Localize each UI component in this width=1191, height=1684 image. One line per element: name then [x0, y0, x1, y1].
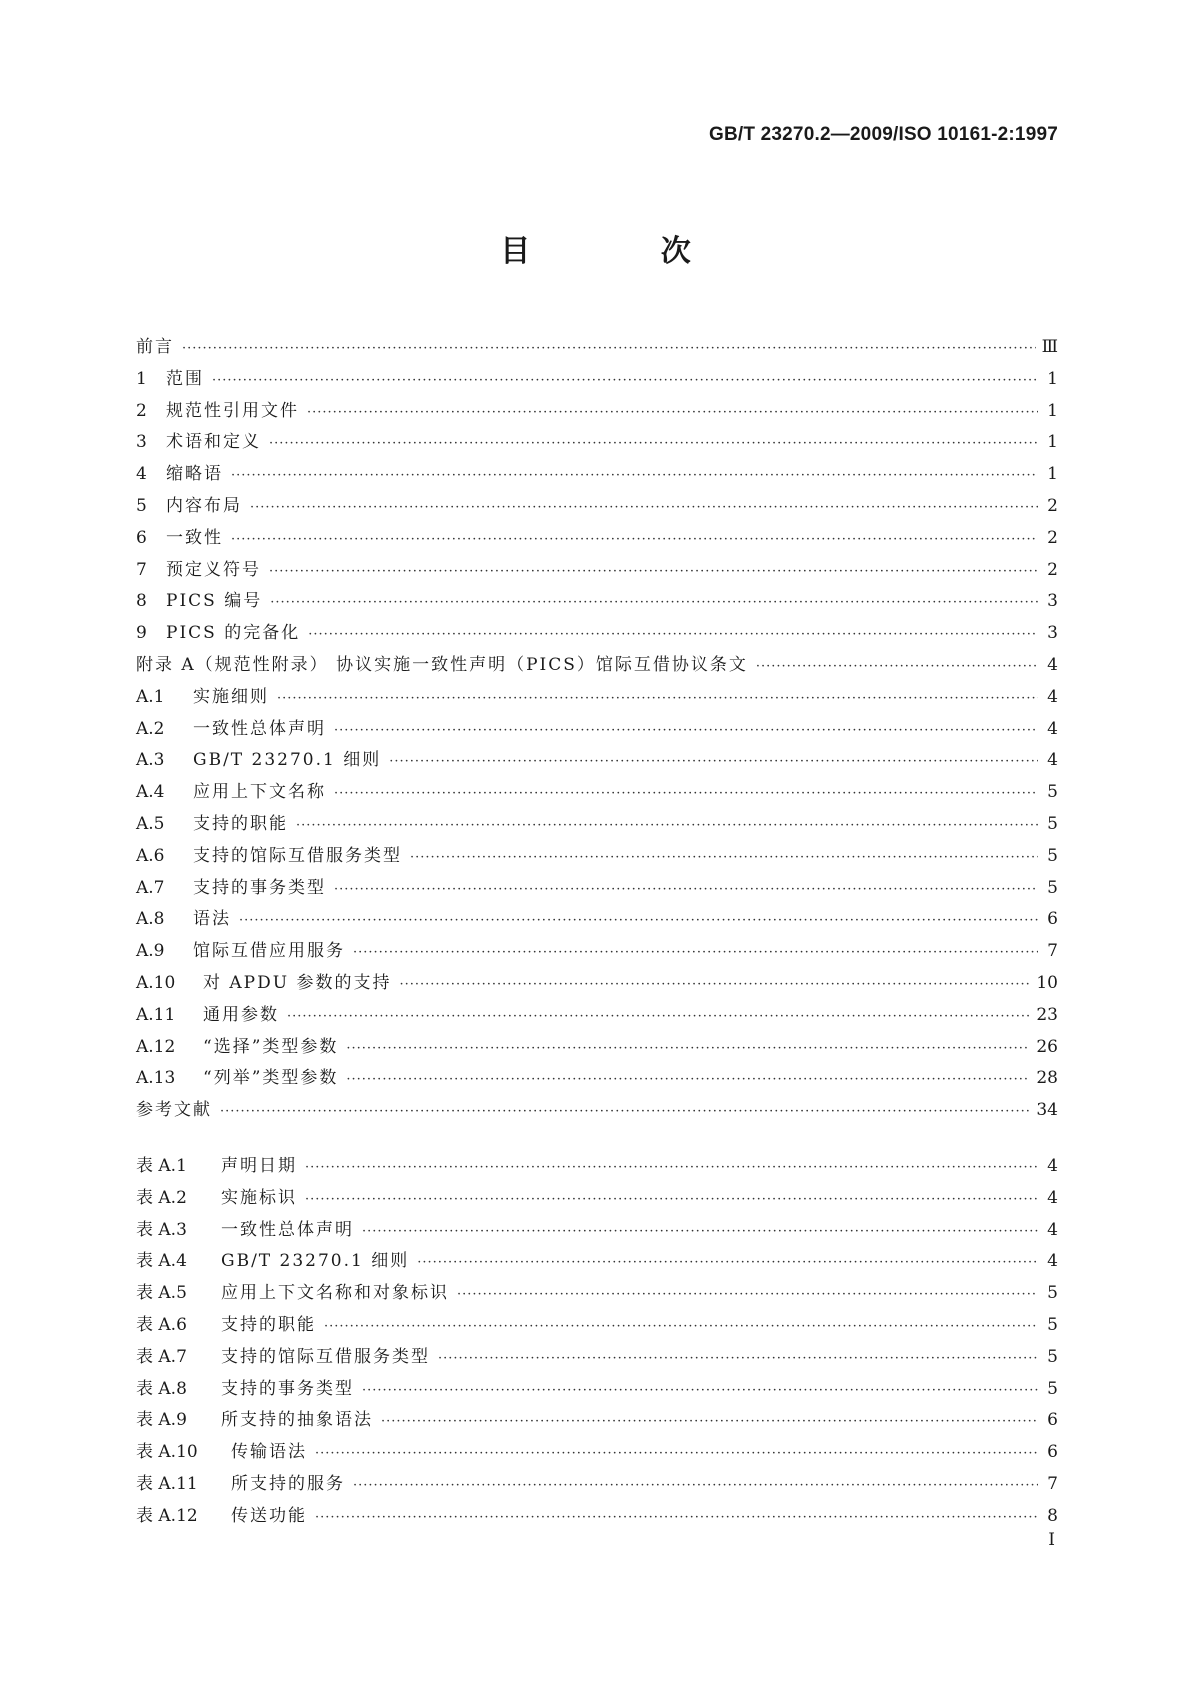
- toc-entry-page: 6: [1047, 1442, 1058, 1463]
- toc-entry-page: 4: [1047, 1219, 1058, 1240]
- toc-entry-number: 表 A.9: [136, 1410, 187, 1431]
- toc-entry-page: 8: [1047, 1505, 1058, 1526]
- dot-leader: [457, 1279, 1038, 1311]
- toc-entry-page: 5: [1047, 845, 1058, 866]
- toc-entry-page: 6: [1047, 909, 1058, 930]
- toc-table-a6[interactable]: [136, 1310, 1058, 1342]
- toc-entry-number: 表 A.12: [136, 1505, 198, 1526]
- toc-entry-a10[interactable]: [136, 968, 1058, 1000]
- toc-entry-number: 表 A.10: [136, 1442, 198, 1463]
- toc-entry-number: 表 A.1: [136, 1156, 187, 1176]
- toc-entry-number: A.12: [136, 1036, 176, 1057]
- dot-leader: [287, 1001, 1030, 1033]
- toc-entry-label: “选择”类型参数: [203, 1036, 339, 1057]
- toc-entry-page: 23: [1036, 1004, 1058, 1025]
- toc-entry-page: 7: [1047, 1473, 1058, 1494]
- dot-leader: [438, 1343, 1038, 1375]
- toc-entry-number: 9: [136, 623, 147, 644]
- toc-table-a1[interactable]: [136, 1151, 1058, 1183]
- toc-entry-page: 2: [1047, 559, 1058, 580]
- dot-leader: [315, 1438, 1038, 1470]
- toc-entry-label: “列举”类型参数: [203, 1068, 339, 1089]
- toc-entry-label: 支持的馆际互借服务类型: [221, 1346, 430, 1367]
- dot-leader: [220, 1096, 1030, 1128]
- dot-leader: [269, 428, 1038, 460]
- toc-entry-number: A.8: [136, 909, 165, 930]
- dot-leader: [231, 460, 1038, 492]
- toc-entry-label: 规范性引用文件: [166, 400, 299, 421]
- toc-entry-a5[interactable]: [136, 809, 1058, 841]
- toc-entry-number: A.13: [136, 1068, 176, 1089]
- toc-entry-label: 前言: [136, 337, 174, 357]
- toc-entry-number: A.6: [136, 845, 165, 866]
- toc-entry-number: 7: [136, 559, 147, 580]
- dot-leader: [250, 492, 1038, 524]
- toc-entry-8[interactable]: [136, 586, 1058, 618]
- toc-entry-page: 5: [1047, 782, 1058, 803]
- dot-leader: [346, 1033, 1030, 1065]
- dot-leader: [381, 1406, 1038, 1438]
- toc-table-a2[interactable]: [136, 1183, 1058, 1215]
- toc-table-a10[interactable]: [136, 1437, 1058, 1469]
- toc-entry-label: 支持的事务类型: [221, 1378, 354, 1399]
- toc-entry-label: GB/T 23270.1 细则: [193, 750, 382, 771]
- dot-leader: [239, 905, 1038, 937]
- toc-entry-label: 预定义符号: [166, 559, 261, 580]
- toc-entry-label: 支持的馆际互借服务类型: [193, 845, 402, 866]
- toc-entry-page: 4: [1047, 750, 1058, 771]
- toc-entry-label: 范围: [166, 368, 204, 389]
- toc-entry-label: 对 APDU 参数的支持: [203, 972, 392, 993]
- toc-entry-number: A.1: [136, 686, 165, 707]
- toc-entry-number: 表 A.4: [136, 1251, 187, 1272]
- toc-table-a5[interactable]: [136, 1278, 1058, 1310]
- toc-entry-5[interactable]: [136, 491, 1058, 523]
- toc-entry-number: 表 A.6: [136, 1314, 187, 1335]
- dot-leader: [353, 937, 1038, 969]
- toc-entry-label: 缩略语: [166, 464, 223, 485]
- page-number: I: [1048, 1530, 1055, 1550]
- toc-entry-label: 声明日期: [221, 1156, 297, 1176]
- toc-entry-label: 术语和定义: [166, 432, 261, 453]
- dot-leader: [399, 969, 1030, 1001]
- toc-entry-label: 应用上下文名称和对象标识: [221, 1283, 449, 1304]
- dot-leader: [182, 333, 1036, 365]
- toc-entry-page: 26: [1036, 1036, 1058, 1057]
- toc-entry-page: 7: [1047, 941, 1058, 962]
- toc-entry-number: A.11: [136, 1004, 176, 1025]
- toc-entry-page: 5: [1047, 1283, 1058, 1304]
- toc-entry-7[interactable]: [136, 555, 1058, 587]
- toc-entry-label: 语法: [193, 909, 231, 930]
- toc-entry-number: 表 A.7: [136, 1346, 187, 1367]
- toc-entry-page: 5: [1047, 813, 1058, 834]
- toc-entry-a9[interactable]: [136, 936, 1058, 968]
- toc-entry-page: 1: [1047, 464, 1058, 485]
- toc-entry-a1[interactable]: [136, 682, 1058, 714]
- dot-leader: [305, 1152, 1038, 1184]
- dot-leader: [346, 1064, 1030, 1096]
- toc-entry-number: 表 A.8: [136, 1378, 187, 1399]
- dot-leader: [756, 651, 1038, 683]
- toc-entry-label: PICS 编号: [166, 591, 263, 612]
- toc-entry-6[interactable]: [136, 523, 1058, 555]
- toc-entry-number: A.7: [136, 877, 165, 898]
- toc-entry-number: 3: [136, 432, 147, 453]
- toc-entry-number: A.3: [136, 750, 165, 771]
- toc-entry-label: 一致性总体声明: [221, 1219, 354, 1240]
- toc-entry-label: 应用上下文名称: [193, 782, 326, 803]
- toc-table-a4[interactable]: [136, 1246, 1058, 1278]
- toc-table-a8[interactable]: [136, 1374, 1058, 1406]
- toc-entry-page: 6: [1047, 1410, 1058, 1431]
- toc-entry-label: 附录 A（规范性附录） 协议实施一致性声明（PICS）馆际互借协议条文: [136, 654, 748, 675]
- toc-entry-page: 5: [1047, 1314, 1058, 1335]
- toc-entry-number: 5: [136, 495, 147, 516]
- dot-leader: [334, 715, 1038, 747]
- toc-entry-label: 通用参数: [203, 1004, 279, 1025]
- dot-leader: [305, 1184, 1038, 1216]
- toc-entry-number: 1: [136, 368, 147, 389]
- toc-entry-label: 传送功能: [231, 1505, 307, 1526]
- standard-number: GB/T 23270.2—2009/ISO 10161-2:1997: [708, 124, 1058, 145]
- toc-entry-number: 表 A.5: [136, 1283, 187, 1304]
- toc-entry-3[interactable]: [136, 427, 1058, 459]
- toc-entry-a6[interactable]: [136, 841, 1058, 873]
- toc-entry-a12[interactable]: [136, 1032, 1058, 1064]
- toc-table-a9[interactable]: [136, 1405, 1058, 1437]
- dot-leader: [270, 587, 1038, 619]
- toc-table-a7[interactable]: [136, 1342, 1058, 1374]
- toc-entry-label: 实施细则: [193, 686, 269, 707]
- toc-entry-page: 4: [1047, 1156, 1058, 1176]
- toc-main-list: [136, 332, 1058, 1127]
- toc-entry-label: 实施标识: [221, 1187, 297, 1208]
- dot-leader: [308, 619, 1038, 651]
- toc-entry-page: 3: [1047, 623, 1058, 644]
- toc-entry-page: 4: [1047, 1251, 1058, 1272]
- toc-entry-label: 所支持的抽象语法: [221, 1410, 373, 1431]
- toc-entry-label: 馆际互借应用服务: [193, 941, 345, 962]
- toc-entry-label: 支持的职能: [221, 1314, 316, 1335]
- toc-entry-number: A.10: [136, 972, 176, 993]
- toc-entry-label: 内容布局: [166, 495, 242, 516]
- dot-leader: [362, 1216, 1038, 1248]
- dot-leader: [296, 810, 1038, 842]
- toc-entry-page: 2: [1047, 495, 1058, 516]
- toc-entry-page: Ⅲ: [1041, 337, 1058, 357]
- toc-entry-label: 支持的职能: [193, 813, 288, 834]
- toc-entry-a13[interactable]: [136, 1063, 1058, 1095]
- toc-entry-label: PICS 的完备化: [166, 623, 301, 644]
- dot-leader: [269, 556, 1038, 588]
- toc-entry-number: 4: [136, 464, 147, 485]
- toc-table-a11[interactable]: [136, 1469, 1058, 1501]
- toc-entry-number: 6: [136, 527, 147, 548]
- dot-leader: [231, 524, 1038, 556]
- page-title: 目 次: [500, 234, 751, 269]
- toc-table-a12[interactable]: [136, 1501, 1058, 1533]
- toc-entry-label: 一致性总体声明: [193, 718, 326, 739]
- toc-entry-number: A.2: [136, 718, 165, 739]
- toc-entry-a4[interactable]: [136, 777, 1058, 809]
- toc-entry-page: 4: [1047, 1187, 1058, 1208]
- toc-entry-4[interactable]: [136, 459, 1058, 491]
- dot-leader: [362, 1375, 1038, 1407]
- toc-entry-page: 1: [1047, 400, 1058, 421]
- toc-entry-number: 表 A.2: [136, 1187, 187, 1208]
- toc-entry-page: 4: [1047, 718, 1058, 739]
- dot-leader: [315, 1502, 1038, 1534]
- toc-entry-label: 支持的事务类型: [193, 877, 326, 898]
- toc-entry-page: 3: [1047, 591, 1058, 612]
- toc-entry-page: 10: [1036, 972, 1058, 993]
- toc-table-a3[interactable]: [136, 1215, 1058, 1247]
- toc-entry-appendix-a[interactable]: [136, 650, 1058, 682]
- toc-entry-bibliography[interactable]: [136, 1095, 1058, 1127]
- toc-tables-list: [136, 1151, 1058, 1533]
- dot-leader: [212, 365, 1038, 397]
- toc-entry-page: 5: [1047, 1378, 1058, 1399]
- toc-entry-number: 表 A.11: [136, 1473, 198, 1494]
- dot-leader: [417, 1247, 1038, 1279]
- toc-entry-label: 所支持的服务: [231, 1473, 345, 1494]
- toc-entry-number: A.4: [136, 782, 165, 803]
- toc-entry-2[interactable]: [136, 396, 1058, 428]
- toc-entry-page: 4: [1047, 654, 1058, 675]
- toc-entry-foreword[interactable]: [136, 332, 1058, 364]
- toc-entry-number: 8: [136, 591, 147, 612]
- dot-leader: [389, 746, 1038, 778]
- toc-entry-label: 一致性: [166, 527, 223, 548]
- toc-entry-number: A.9: [136, 941, 165, 962]
- toc-entry-9[interactable]: [136, 618, 1058, 650]
- toc-entry-page: 2: [1047, 527, 1058, 548]
- toc-entry-page: 34: [1036, 1100, 1058, 1121]
- toc-entry-a11[interactable]: [136, 1000, 1058, 1032]
- dot-leader: [324, 1311, 1038, 1343]
- toc-entry-page: 1: [1047, 368, 1058, 389]
- toc-entry-label: 传输语法: [231, 1442, 307, 1463]
- dot-leader: [334, 874, 1038, 906]
- dot-leader: [334, 778, 1038, 810]
- toc-entry-page: 5: [1047, 877, 1058, 898]
- toc-entry-a7[interactable]: [136, 873, 1058, 905]
- toc-entry-a8[interactable]: [136, 904, 1058, 936]
- toc-entry-a3[interactable]: [136, 745, 1058, 777]
- toc-entry-number: 表 A.3: [136, 1219, 187, 1240]
- dot-leader: [307, 397, 1038, 429]
- dot-leader: [410, 842, 1038, 874]
- toc-entry-1[interactable]: [136, 364, 1058, 396]
- toc-entry-page: 28: [1036, 1068, 1058, 1089]
- toc-entry-a2[interactable]: [136, 714, 1058, 746]
- toc-entry-label: 参考文献: [136, 1100, 212, 1121]
- toc-entry-page: 1: [1047, 432, 1058, 453]
- toc-entry-page: 4: [1047, 686, 1058, 707]
- dot-leader: [277, 683, 1038, 715]
- toc-entry-number: 2: [136, 400, 147, 421]
- toc-entry-label: GB/T 23270.1 细则: [221, 1251, 410, 1272]
- dot-leader: [353, 1470, 1038, 1502]
- toc-entry-page: 5: [1047, 1346, 1058, 1367]
- toc-entry-number: A.5: [136, 813, 165, 834]
